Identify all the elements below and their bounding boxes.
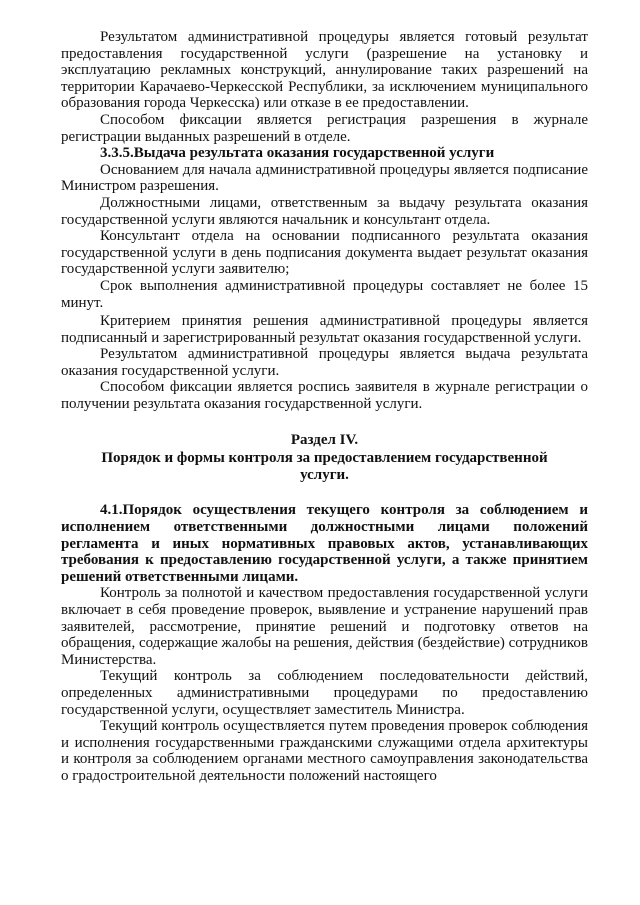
paragraph-control-scope: Контроль за полнотой и качеством предоставления государственной услуги включает в себя проведение проверок, выявление и устранение нарушений прав заявителей, рассмотрение, принятие решений и подготовку ответов на обращения, содержащие жалобы на решения, действия (бездействие) сотрудников Министерства. [61, 585, 588, 668]
subsection-heading-3-3-5: 3.3.5.Выдача результата оказания государственной услуги [100, 145, 495, 162]
subsection-heading-4-1: 4.1.Порядок осуществления текущего контроля за соблюдением и исполнением ответственными должностными лицами положений регламента и иных нормативных правовых актов, устанавливающих требования к предоставлению государственной услуги, а также принятием решений ответственными лицами. [61, 502, 588, 585]
section-title: Порядок и формы контроля за предоставлением государственной услуги. [101, 450, 548, 483]
spacer [61, 483, 588, 502]
paragraph-duration: Срок выполнения административной процедуры составляет не более 15 минут. [61, 277, 588, 311]
paragraph-officials: Должностными лицами, ответственным за выдачу результата оказания государственной услуги являются начальник и консультант отдела. [61, 194, 588, 228]
paragraph-current-control: Текущий контроль за соблюдением последовательности действий, определенных административными процедурами по предоставлению государственной услуги, осуществляет заместитель Министра. [61, 668, 588, 718]
paragraph-basis: Основанием для начала административной процедуры является подписание Министром разрешения. [61, 161, 588, 195]
spacer [61, 413, 588, 432]
paragraph-result: Результатом административной процедуры является готовый результат предоставления государственной услуги (разрешение на установку и эксплуатацию рекламных конструкций, аннулирование таких разрешений на территории Карачаево-Черкесской Республики, за исключением муниципального образования города Черкесска) или отказе в ее предоставлении. [61, 29, 588, 112]
section-label: Раздел IV. [290, 431, 359, 448]
paragraph-fixation-method: Способом фиксации является регистрация разрешения в журнале регистрации выданных разрешений в отделе. [61, 111, 588, 145]
paragraph-consultant: Консультант отдела на основании подписанного результата оказания государственной услуги в день подписания документа выдает результат оказания государственной услуги заявителю; [61, 228, 588, 278]
paragraph-signature-fixation: Способом фиксации является роспись заявителя в журнале регистрации о получении результата оказания государственной услуги. [61, 379, 588, 413]
paragraph-result-issue: Результатом административной процедуры является выдача результата оказания государственной услуги. [61, 346, 588, 379]
paragraph-criterion: Критерием принятия решения административной процедуры является подписанный и зарегистрированный результат оказания государственной услуги. [61, 313, 588, 346]
paragraph-control-method: Текущий контроль осуществляется путем проведения проверок соблюдения и исполнения государственными гражданскими служащими отдела архитектуры и контроля за соблюдением органами местного самоуправления законодательства о градостроительной деятельности положений настоящего [61, 718, 588, 784]
